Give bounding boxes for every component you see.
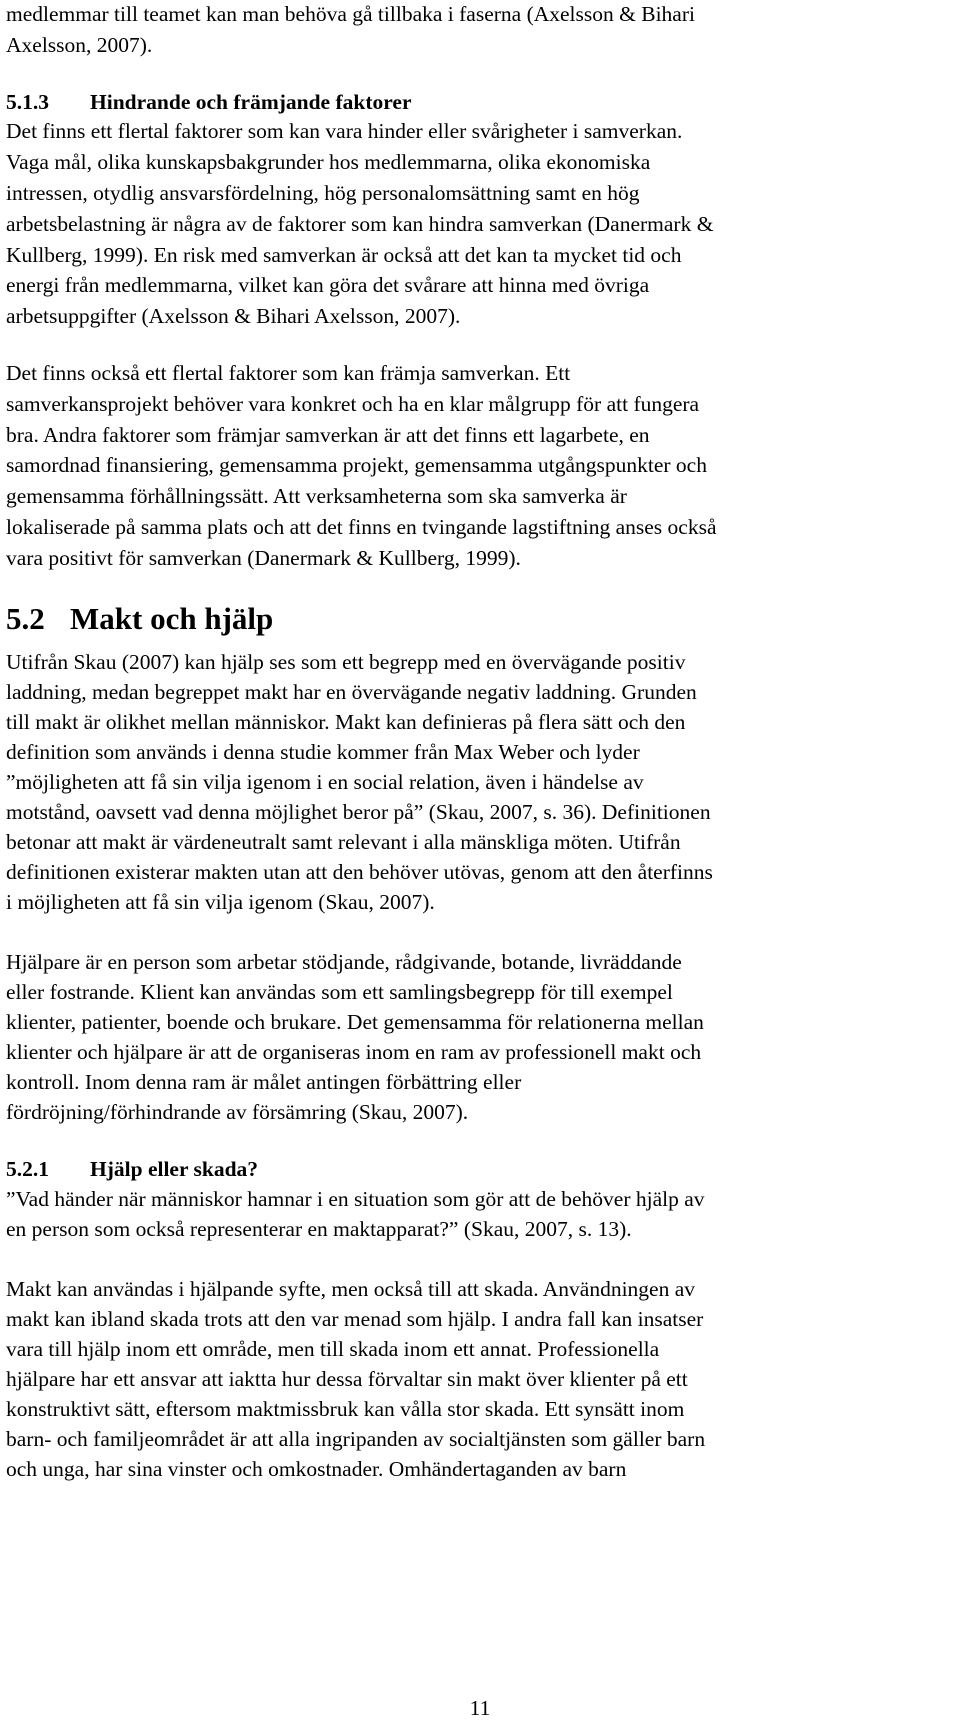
section-number: 5.2.1	[6, 1157, 49, 1181]
quote-line: en person som också representerar en maktapparat?” (Skau, 2007, s. 13).	[6, 1217, 632, 1241]
text-line: samordnad finansiering, gemensamma projekt, gemensamma utgångspunkter och	[6, 453, 707, 477]
text-line: energi från medlemmarna, vilket kan göra det svårare att hinna med övriga	[6, 273, 650, 297]
text-line: arbetsbelastning är några av de faktorer som kan hindra samverkan (Danermark &	[6, 212, 714, 236]
text-line: bra. Andra faktorer som främjar samverkan är att det finns ett lagarbete, en	[6, 423, 650, 447]
text-line: Hjälpare är en person som arbetar stödjande, rådgivande, botande, livräddande	[6, 950, 682, 974]
subsection-heading-5-1-3	[6, 88, 411, 117]
page-number: 11	[469, 1696, 491, 1720]
text-line: barn- och familjeområdet är att alla ingripanden av socialtjänsten som gäller barn	[6, 1427, 706, 1451]
text-line: definition som används i denna studie kommer från Max Weber och lyder	[6, 740, 640, 764]
text-line: intressen, otydlig ansvarsfördelning, hög personalomsättning samt en hög	[6, 181, 640, 205]
text-line: Kullberg, 1999). En risk med samverkan är också att det kan ta mycket tid och	[6, 243, 682, 267]
text-line: medlemmar till teamet kan man behöva gå tillbaka i faserna (Axelsson & Bihari	[6, 2, 695, 26]
section-title: Hjälp eller skada?	[90, 1157, 259, 1181]
text-line: ”möjligheten att få sin vilja igenom i en social relation, även i händelse av	[6, 770, 644, 794]
section-title: Makt och hjälp	[70, 601, 274, 636]
text-line: fördröjning/förhindrande av försämring (Skau, 2007).	[6, 1100, 469, 1124]
text-line: samverkansprojekt behöver vara konkret och ha en klar målgrupp för att fungera	[6, 392, 700, 416]
quote-line: ”Vad händer när människor hamnar i en situation som gör att de behöver hjälp av	[6, 1187, 705, 1211]
text-line: vara till hjälp inom ett område, men till skada inom ett annat. Professionella	[6, 1337, 660, 1361]
text-line: motstånd, oavsett vad denna möjlighet beror på” (Skau, 2007, s. 36). Definitionen	[6, 800, 711, 824]
text-line: makt kan ibland skada trots att den var menad som hjälp. I andra fall kan insatser	[6, 1307, 704, 1331]
section-number: 5.2	[6, 601, 45, 636]
text-line: Det finns ett flertal faktorer som kan vara hinder eller svårigheter i samverkan.	[6, 119, 683, 143]
text-line: betonar att makt är värdeneutralt samt relevant i alla mänskliga möten. Utifrån	[6, 830, 681, 854]
text-line: eller fostrande. Klient kan användas som ett samlingsbegrepp för till exempel	[6, 980, 673, 1004]
section-number: 5.1.3	[6, 90, 49, 114]
text-line: lokaliserade på samma plats och att det finns en tvingande lagstiftning anses också	[6, 515, 717, 539]
text-line: arbetsuppgifter (Axelsson & Bihari Axelsson, 2007).	[6, 304, 461, 328]
text-line: klienter, patienter, boende och brukare. Det gemensamma för relationerna mellan	[6, 1010, 704, 1034]
text-line: konstruktivt sätt, eftersom maktmissbruk kan vålla stor skada. Ett synsätt inom	[6, 1397, 685, 1421]
text-line: till makt är olikhet mellan människor. Makt kan definieras på flera sätt och den	[6, 710, 686, 734]
text-line: i möjligheten att få sin vilja igenom (Skau, 2007).	[6, 890, 435, 914]
text-line: Vaga mål, olika kunskapsbakgrunder hos medlemmarna, olika ekonomiska	[6, 150, 651, 174]
text-line: Det finns också ett flertal faktorer som kan främja samverkan. Ett	[6, 361, 571, 385]
text-line: vara positivt för samverkan (Danermark & Kullberg, 1999).	[6, 546, 521, 570]
text-line: kontroll. Inom denna ram är målet antingen förbättring eller	[6, 1070, 522, 1094]
subsection-heading-5-2-1	[6, 1155, 258, 1184]
text-line: hjälpare har ett ansvar att iaktta hur dessa förvaltar sin makt över klienter på ett	[6, 1367, 688, 1391]
text-line: Axelsson, 2007).	[6, 33, 153, 57]
text-line: Utifrån Skau (2007) kan hjälp ses som ett begrepp med en övervägande positiv	[6, 650, 686, 674]
text-line: gemensamma förhållningssätt. Att verksamheterna som ska samverka är	[6, 484, 627, 508]
text-line: laddning, medan begreppet makt har en övervägande negativ laddning. Grunden	[6, 680, 697, 704]
section-heading-5-2	[6, 600, 273, 638]
text-line: och unga, har sina vinster och omkostnader. Omhändertaganden av barn	[6, 1457, 627, 1481]
text-line: klienter och hjälpare är att de organiseras inom en ram av professionell makt och	[6, 1040, 702, 1064]
text-line: definitionen existerar makten utan att den behöver utövas, genom att den återfinns	[6, 860, 713, 884]
section-title: Hindrande och främjande faktorer	[90, 90, 412, 114]
text-line: Makt kan användas i hjälpande syfte, men också till att skada. Användningen av	[6, 1277, 696, 1301]
